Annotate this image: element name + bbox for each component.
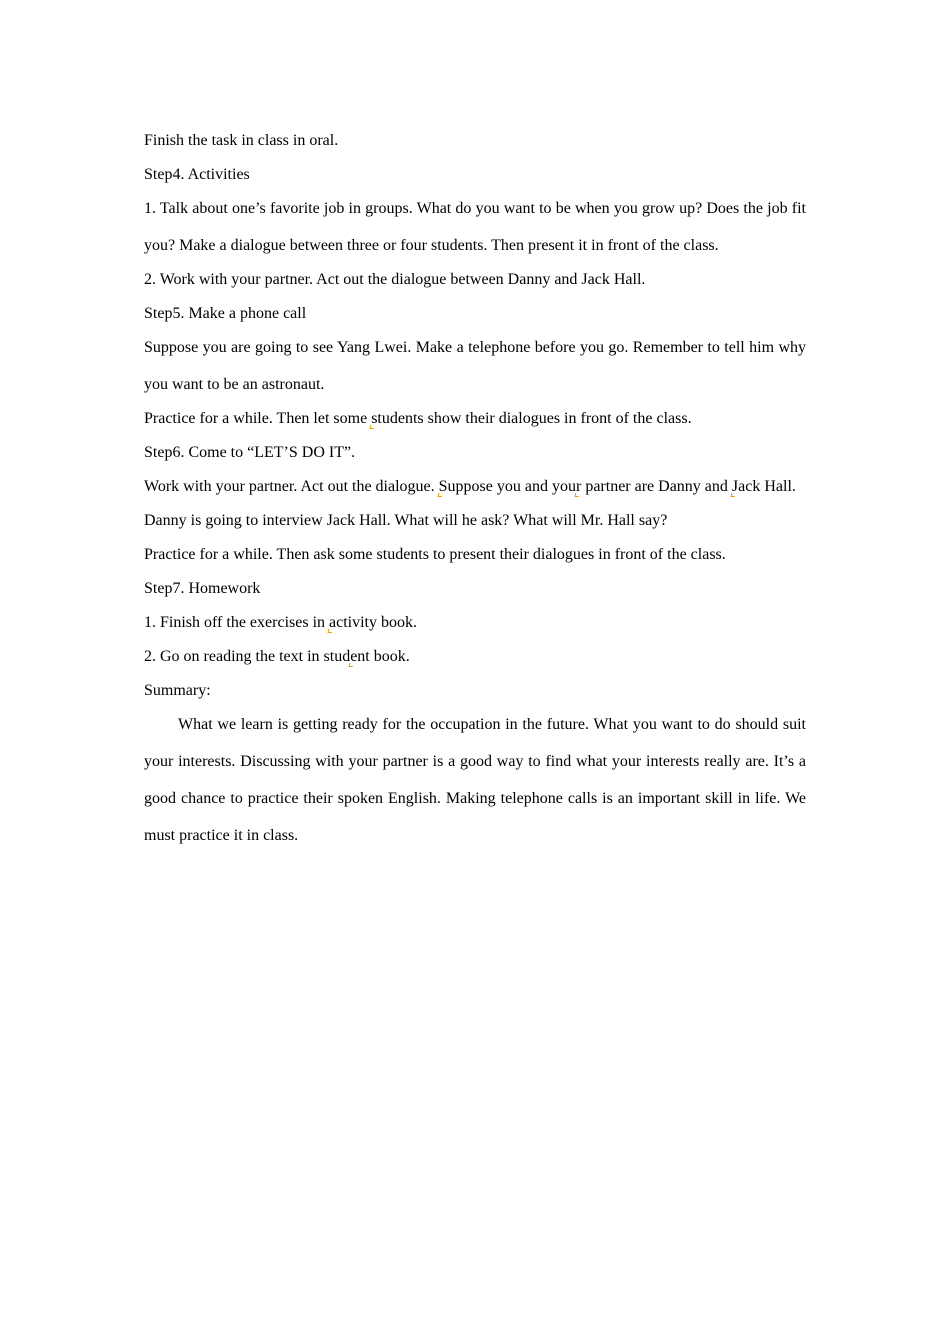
heading-step5: Step5. Make a phone call bbox=[144, 305, 307, 322]
paragraph-lets-do-it bbox=[144, 468, 806, 505]
heading-step7: Step7. Homework bbox=[144, 580, 261, 597]
paragraph-practice-2: Practice for a while. Then ask some students to present their dialogues in front of the class. bbox=[144, 546, 726, 563]
text-run: ent book. bbox=[350, 648, 410, 665]
text-run: students show their dialogues in front of the class. bbox=[371, 410, 692, 427]
paragraph-phone-call: Suppose you are going to see Yang Lwei. Make a telephone before you go. Remember to tell him why you want to be an astronaut. bbox=[144, 339, 806, 393]
text-run: Jack Hall. bbox=[731, 478, 796, 495]
text-run: Suppose you and you bbox=[438, 478, 576, 495]
paragraph-homework-1 bbox=[144, 606, 806, 640]
text-run: r partner are Danny and bbox=[575, 478, 732, 495]
text-run: Work with your partner. Act out the dialogue. bbox=[144, 478, 439, 495]
paragraph-homework-2 bbox=[144, 640, 806, 674]
text-run: 1. Finish off the exercises in bbox=[144, 614, 330, 631]
heading-step4: Step4. Activities bbox=[144, 166, 250, 183]
heading-step6: Step6. Come to “LET’S DO IT”. bbox=[144, 444, 356, 461]
paragraph-summary: What we learn is getting ready for the occupation in the future. What you want to do should suit your interests. Discussing with your partner is a good way to find what your interests really are. It’s a good chance to practice their spoken English. Making telephone calls is an important skill in life. We must practice it in class. bbox=[144, 716, 806, 844]
heading-summary: Summary: bbox=[144, 682, 211, 699]
paragraph-practice-1 bbox=[144, 402, 806, 436]
text-run: 2. Go on reading the text in stud bbox=[144, 648, 351, 665]
paragraph-interview: Danny is going to interview Jack Hall. What will he ask? What will Mr. Hall say? bbox=[144, 512, 668, 529]
paragraph-activity-1: 1. Talk about one’s favorite job in groups. What do you want to be when you grow up? Does the job fit you? Make a dialogue between three or four students. Then present it in front of the class. bbox=[144, 200, 806, 254]
paragraph-activity-2: 2. Work with your partner. Act out the dialogue between Danny and Jack Hall. bbox=[144, 271, 646, 288]
document-body bbox=[144, 124, 806, 853]
text-run: Practice for a while. Then let some bbox=[144, 410, 372, 427]
text-run: activity book. bbox=[329, 614, 417, 631]
paragraph-finish-task: Finish the task in class in oral. bbox=[144, 132, 339, 149]
